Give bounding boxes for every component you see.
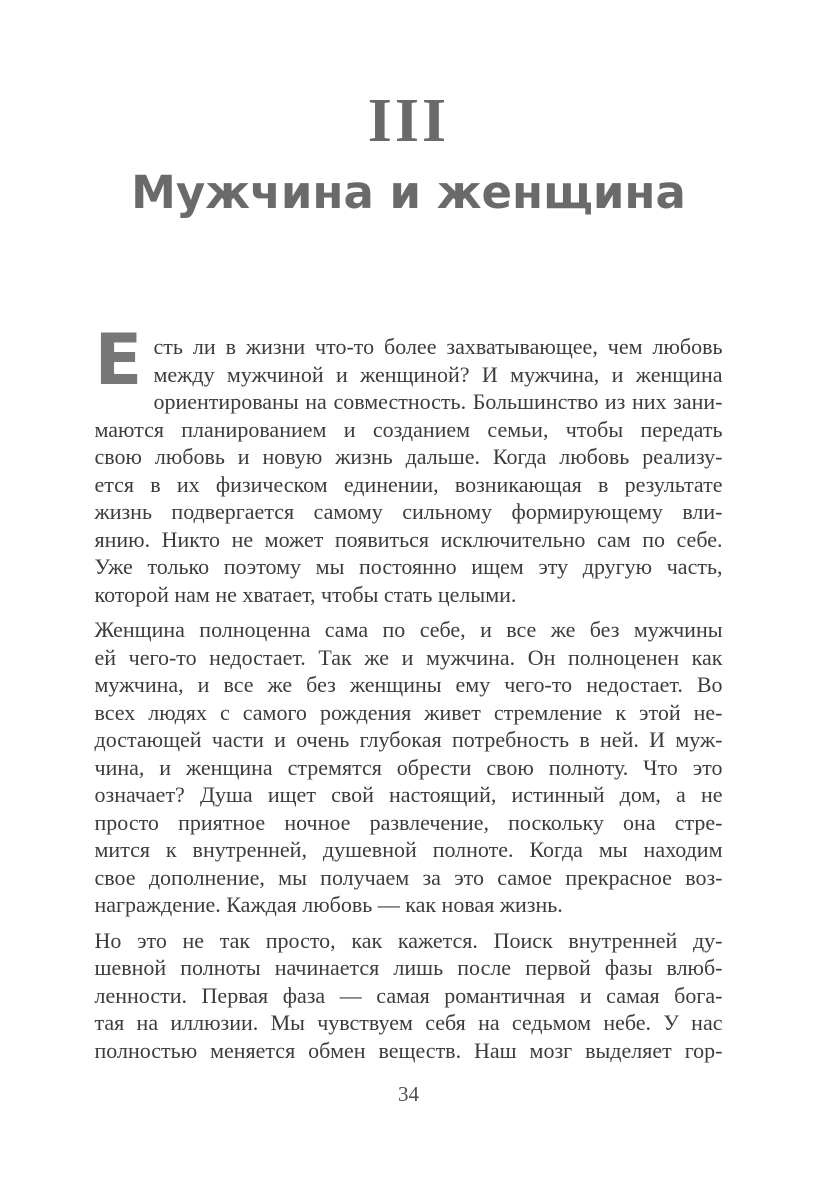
text-line: янию. Никто не может появиться исключительно сам по себе. <box>94 526 723 552</box>
paragraph <box>95 616 723 919</box>
text-line: мужчина, и все же без женщины ему чего-то недостает. Во <box>94 672 723 697</box>
drop-cap-letter: Е <box>94 319 143 401</box>
text-line: полностью меняется обмен веществ. Наш мозг выделяет гор- <box>94 1037 723 1063</box>
text-line: между мужчиной и женщиной? И мужчина, и женщина <box>153 361 723 387</box>
text-line: свою любовь и новую жизнь дальше. Когда любовь реализу- <box>94 444 723 469</box>
text-line: награждение. Каждая любовь — как новая жизнь. <box>94 892 563 917</box>
text-line: ей чего-то недостает. Так же и мужчина. Он полноценен как <box>94 644 723 670</box>
page-number: 34 <box>398 1082 419 1106</box>
text-line: просто приятное ночное развлечение, поскольку она стре- <box>94 809 723 835</box>
text-line: ориентированы на совместность. Большинство из них зани- <box>153 389 723 414</box>
text-line: ленности. Первая фаза — самая романтичная и самая бога- <box>94 982 723 1008</box>
text-line: Женщина полноценна сама по себе, и все же без мужчины <box>94 617 723 642</box>
text-line: свое дополнение, мы получаем за это самое прекрасное воз- <box>94 864 723 890</box>
text-line: маются планированием и созданием семьи, чтобы передать <box>94 416 723 442</box>
text-line: чина, и женщина стремятся обрести свою полноту. Что это <box>94 754 723 780</box>
text-line: достающей части и очень глубокая потребность в ней. И муж- <box>94 727 723 752</box>
text-line: которой нам не хватает, чтобы стать целыми. <box>94 581 517 607</box>
body-text <box>94 319 723 1064</box>
text-line: сть ли в жизни что-то более захватывающее, чем любовь <box>153 334 723 359</box>
paragraph <box>95 927 723 1065</box>
text-line: тая на иллюзии. Мы чувствуем себя на седьмом небе. У нас <box>94 1010 723 1035</box>
text-line: мится к внутренней, душевной полноте. Когда мы находим <box>94 837 723 862</box>
text-line: шевной полноты начинается лишь после первой фазы влюб- <box>94 955 723 980</box>
text-line: ется в их физическом единении, возникающая в результате <box>94 471 723 497</box>
text-line: жизнь подвергается самому сильному формирующему вли- <box>94 499 723 524</box>
chapter-number: III <box>367 87 450 155</box>
text-line: Уже только поэтому мы постоянно ищем эту другую часть, <box>94 554 723 579</box>
text-line: Но это не так просто, как кажется. Поиск внутренней ду- <box>94 927 723 953</box>
text-line: означает? Душа ищет свой настоящий, истинный дом, а не <box>94 782 723 807</box>
paragraph <box>94 319 723 608</box>
chapter-title: Мужчина и женщина <box>131 166 686 219</box>
text-line: всех людях с самого рождения живет стремление к этой не- <box>94 699 723 725</box>
